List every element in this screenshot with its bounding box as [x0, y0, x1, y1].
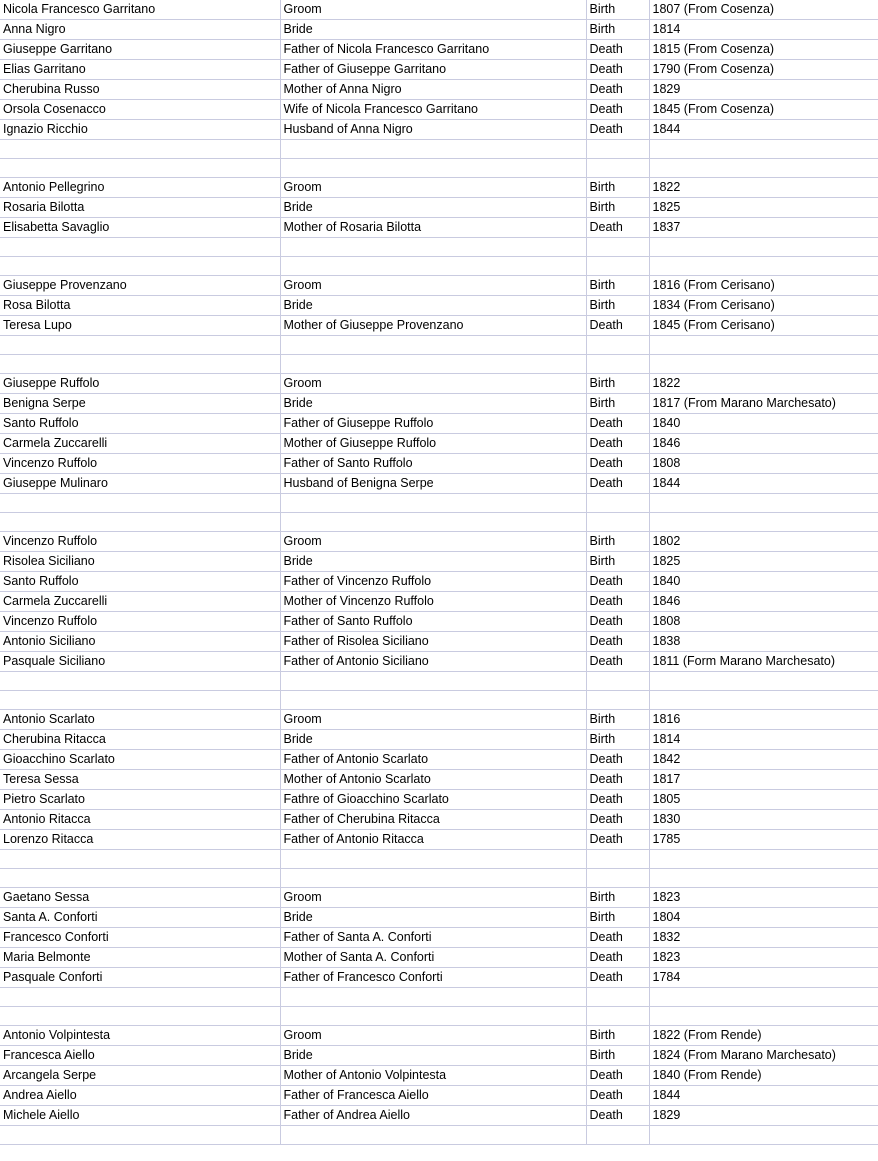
- name-cell[interactable]: Risolea Siciliano: [0, 552, 280, 572]
- year-cell[interactable]: [649, 494, 878, 513]
- table-row: [0, 908, 878, 928]
- name-cell[interactable]: Francesca Aiello: [0, 1046, 280, 1066]
- table-row: [0, 159, 878, 178]
- event-type-cell[interactable]: Death: [586, 968, 649, 988]
- table-row: [0, 0, 878, 20]
- name-cell[interactable]: [0, 159, 280, 178]
- year-cell[interactable]: 1814: [649, 730, 878, 750]
- event-type-cell[interactable]: Death: [586, 572, 649, 592]
- year-cell[interactable]: 1785: [649, 830, 878, 850]
- year-cell[interactable]: [649, 159, 878, 178]
- relation-cell[interactable]: Father of Giuseppe Ruffolo: [280, 414, 586, 434]
- table-row: [0, 1026, 878, 1046]
- year-cell[interactable]: 1823: [649, 888, 878, 908]
- name-cell[interactable]: Ignazio Ricchio: [0, 120, 280, 140]
- year-cell[interactable]: 1834 (From Cerisano): [649, 296, 878, 316]
- event-type-cell[interactable]: Death: [586, 652, 649, 672]
- table-row: [0, 869, 878, 888]
- relation-cell[interactable]: [280, 869, 586, 888]
- year-cell[interactable]: [649, 513, 878, 532]
- year-cell[interactable]: [649, 336, 878, 355]
- table-row: [0, 316, 878, 336]
- relation-cell[interactable]: Husband of Benigna Serpe: [280, 474, 586, 494]
- event-type-cell[interactable]: Birth: [586, 20, 649, 40]
- table-row: [0, 810, 878, 830]
- year-cell[interactable]: 1845 (From Cosenza): [649, 100, 878, 120]
- year-cell[interactable]: 1807 (From Cosenza): [649, 0, 878, 20]
- name-cell[interactable]: Pasquale Siciliano: [0, 652, 280, 672]
- relation-cell[interactable]: Father of Santo Ruffolo: [280, 454, 586, 474]
- relation-cell[interactable]: Fathre of Gioacchino Scarlato: [280, 790, 586, 810]
- event-type-cell[interactable]: [586, 672, 649, 691]
- event-type-cell[interactable]: Birth: [586, 532, 649, 552]
- year-cell[interactable]: 1832: [649, 928, 878, 948]
- event-type-cell[interactable]: Death: [586, 928, 649, 948]
- table-row: [0, 928, 878, 948]
- year-cell[interactable]: 1804: [649, 908, 878, 928]
- event-type-cell[interactable]: Birth: [586, 1026, 649, 1046]
- relation-cell[interactable]: Father of Vincenzo Ruffolo: [280, 572, 586, 592]
- event-type-cell[interactable]: Birth: [586, 888, 649, 908]
- table-row: [0, 988, 878, 1007]
- relation-cell[interactable]: Bride: [280, 552, 586, 572]
- table-row: [0, 750, 878, 770]
- relation-cell[interactable]: [280, 988, 586, 1007]
- table-row: [0, 355, 878, 374]
- name-cell[interactable]: [0, 1007, 280, 1026]
- year-cell[interactable]: 1829: [649, 1106, 878, 1126]
- relation-cell[interactable]: [280, 494, 586, 513]
- event-type-cell[interactable]: Birth: [586, 710, 649, 730]
- event-type-cell[interactable]: [586, 238, 649, 257]
- table-row: [0, 257, 878, 276]
- year-cell[interactable]: 1808: [649, 454, 878, 474]
- event-type-cell[interactable]: Birth: [586, 198, 649, 218]
- event-type-cell[interactable]: Death: [586, 218, 649, 238]
- year-cell[interactable]: 1845 (From Cerisano): [649, 316, 878, 336]
- event-type-cell[interactable]: Death: [586, 830, 649, 850]
- table-row: [0, 850, 878, 869]
- event-type-cell[interactable]: Death: [586, 632, 649, 652]
- name-cell[interactable]: Maria Belmonte: [0, 948, 280, 968]
- name-cell[interactable]: Elisabetta Savaglio: [0, 218, 280, 238]
- name-cell[interactable]: Benigna Serpe: [0, 394, 280, 414]
- table-row: [0, 276, 878, 296]
- relation-cell[interactable]: Father of Nicola Francesco Garritano: [280, 40, 586, 60]
- table-row: [0, 40, 878, 60]
- relation-cell[interactable]: Mother of Antonio Volpintesta: [280, 1066, 586, 1086]
- year-cell[interactable]: [649, 691, 878, 710]
- year-cell[interactable]: 1846: [649, 592, 878, 612]
- event-type-cell[interactable]: Birth: [586, 394, 649, 414]
- relation-cell[interactable]: [280, 691, 586, 710]
- table-row: [0, 691, 878, 710]
- relation-cell[interactable]: [280, 513, 586, 532]
- name-cell[interactable]: Antonio Volpintesta: [0, 1026, 280, 1046]
- year-cell[interactable]: 1825: [649, 198, 878, 218]
- event-type-cell[interactable]: [586, 159, 649, 178]
- event-type-cell[interactable]: Death: [586, 1106, 649, 1126]
- event-type-cell[interactable]: Birth: [586, 296, 649, 316]
- name-cell[interactable]: [0, 850, 280, 869]
- name-cell[interactable]: Andrea Aiello: [0, 1086, 280, 1106]
- year-cell[interactable]: 1838: [649, 632, 878, 652]
- relation-cell[interactable]: Groom: [280, 710, 586, 730]
- table-row: [0, 414, 878, 434]
- year-cell[interactable]: [649, 1007, 878, 1026]
- year-cell[interactable]: 1824 (From Marano Marchesato): [649, 1046, 878, 1066]
- name-cell[interactable]: Giuseppe Mulinaro: [0, 474, 280, 494]
- event-type-cell[interactable]: Death: [586, 810, 649, 830]
- table-row: [0, 770, 878, 790]
- name-cell[interactable]: Santa A. Conforti: [0, 908, 280, 928]
- table-row: [0, 100, 878, 120]
- name-cell[interactable]: [0, 140, 280, 159]
- name-cell[interactable]: [0, 1126, 280, 1145]
- year-cell[interactable]: 1829: [649, 80, 878, 100]
- table-row: [0, 632, 878, 652]
- name-cell[interactable]: Cherubina Russo: [0, 80, 280, 100]
- year-cell[interactable]: 1840: [649, 572, 878, 592]
- table-row: [0, 1126, 878, 1145]
- relation-cell[interactable]: [280, 238, 586, 257]
- table-row: [0, 672, 878, 691]
- relation-cell[interactable]: Mother of Santa A. Conforti: [280, 948, 586, 968]
- name-cell[interactable]: Antonio Siciliano: [0, 632, 280, 652]
- relation-cell[interactable]: Groom: [280, 0, 586, 20]
- year-cell[interactable]: [649, 140, 878, 159]
- relation-cell[interactable]: Bride: [280, 908, 586, 928]
- table-row: [0, 612, 878, 632]
- relation-cell[interactable]: Father of Cherubina Ritacca: [280, 810, 586, 830]
- name-cell[interactable]: Gaetano Sessa: [0, 888, 280, 908]
- year-cell[interactable]: 1805: [649, 790, 878, 810]
- table-row: [0, 888, 878, 908]
- name-cell[interactable]: Gioacchino Scarlato: [0, 750, 280, 770]
- year-cell[interactable]: 1840: [649, 414, 878, 434]
- name-cell[interactable]: Antonio Pellegrino: [0, 178, 280, 198]
- year-cell[interactable]: 1817 (From Marano Marchesato): [649, 394, 878, 414]
- year-cell[interactable]: 1842: [649, 750, 878, 770]
- relation-cell[interactable]: [280, 850, 586, 869]
- table-row: [0, 120, 878, 140]
- relation-cell[interactable]: [280, 1007, 586, 1026]
- event-type-cell[interactable]: [586, 336, 649, 355]
- event-type-cell[interactable]: Death: [586, 316, 649, 336]
- relation-cell[interactable]: Bride: [280, 20, 586, 40]
- name-cell[interactable]: Teresa Lupo: [0, 316, 280, 336]
- table-row: [0, 1066, 878, 1086]
- name-cell[interactable]: Santo Ruffolo: [0, 572, 280, 592]
- table-row: [0, 790, 878, 810]
- event-type-cell[interactable]: Death: [586, 414, 649, 434]
- name-cell[interactable]: [0, 355, 280, 374]
- table-row: [0, 198, 878, 218]
- table-row: [0, 296, 878, 316]
- relation-cell[interactable]: Father of Risolea Siciliano: [280, 632, 586, 652]
- year-cell[interactable]: 1817: [649, 770, 878, 790]
- table-row: [0, 552, 878, 572]
- event-type-cell[interactable]: [586, 988, 649, 1007]
- relation-cell[interactable]: Father of Francesca Aiello: [280, 1086, 586, 1106]
- table-row: [0, 592, 878, 612]
- relation-cell[interactable]: Bride: [280, 730, 586, 750]
- relation-cell[interactable]: Groom: [280, 178, 586, 198]
- table-row: [0, 374, 878, 394]
- year-cell[interactable]: [649, 672, 878, 691]
- year-cell[interactable]: [649, 355, 878, 374]
- relation-cell[interactable]: Husband of Anna Nigro: [280, 120, 586, 140]
- relation-cell[interactable]: Groom: [280, 888, 586, 908]
- event-type-cell[interactable]: Death: [586, 474, 649, 494]
- event-type-cell[interactable]: Death: [586, 1066, 649, 1086]
- year-cell[interactable]: 1822: [649, 178, 878, 198]
- year-cell[interactable]: 1811 (Form Marano Marchesato): [649, 652, 878, 672]
- relation-cell[interactable]: Bride: [280, 296, 586, 316]
- table-row: [0, 513, 878, 532]
- name-cell[interactable]: Giuseppe Provenzano: [0, 276, 280, 296]
- name-cell[interactable]: Vincenzo Ruffolo: [0, 612, 280, 632]
- name-cell[interactable]: Cherubina Ritacca: [0, 730, 280, 750]
- relation-cell[interactable]: [280, 140, 586, 159]
- year-cell[interactable]: [649, 1126, 878, 1145]
- relation-cell[interactable]: Groom: [280, 1026, 586, 1046]
- year-cell[interactable]: 1844: [649, 474, 878, 494]
- event-type-cell[interactable]: Birth: [586, 0, 649, 20]
- name-cell[interactable]: [0, 513, 280, 532]
- name-cell[interactable]: Vincenzo Ruffolo: [0, 454, 280, 474]
- relation-cell[interactable]: [280, 257, 586, 276]
- relation-cell[interactable]: Wife of Nicola Francesco Garritano: [280, 100, 586, 120]
- event-type-cell[interactable]: Birth: [586, 178, 649, 198]
- event-type-cell[interactable]: Death: [586, 948, 649, 968]
- table-row: [0, 218, 878, 238]
- event-type-cell[interactable]: Death: [586, 790, 649, 810]
- name-cell[interactable]: Elias Garritano: [0, 60, 280, 80]
- event-type-cell[interactable]: [586, 140, 649, 159]
- name-cell[interactable]: [0, 691, 280, 710]
- year-cell[interactable]: 1814: [649, 20, 878, 40]
- table-row: [0, 336, 878, 355]
- table-row: [0, 394, 878, 414]
- year-cell[interactable]: 1790 (From Cosenza): [649, 60, 878, 80]
- name-cell[interactable]: Carmela Zuccarelli: [0, 434, 280, 454]
- table-row: [0, 652, 878, 672]
- year-cell[interactable]: 1846: [649, 434, 878, 454]
- table-row: [0, 178, 878, 198]
- name-cell[interactable]: [0, 238, 280, 257]
- table-row: [0, 968, 878, 988]
- relation-cell[interactable]: Father of Andrea Aiello: [280, 1106, 586, 1126]
- event-type-cell[interactable]: Birth: [586, 552, 649, 572]
- name-cell[interactable]: [0, 672, 280, 691]
- relation-cell[interactable]: Father of Santo Ruffolo: [280, 612, 586, 632]
- name-cell[interactable]: Pasquale Conforti: [0, 968, 280, 988]
- name-cell[interactable]: Santo Ruffolo: [0, 414, 280, 434]
- table-row: [0, 1046, 878, 1066]
- event-type-cell[interactable]: Death: [586, 100, 649, 120]
- event-type-cell[interactable]: [586, 257, 649, 276]
- year-cell[interactable]: [649, 869, 878, 888]
- year-cell[interactable]: [649, 988, 878, 1007]
- relation-cell[interactable]: Father of Francesco Conforti: [280, 968, 586, 988]
- name-cell[interactable]: Michele Aiello: [0, 1106, 280, 1126]
- relation-cell[interactable]: Mother of Vincenzo Ruffolo: [280, 592, 586, 612]
- relation-cell[interactable]: Mother of Rosaria Bilotta: [280, 218, 586, 238]
- name-cell[interactable]: Giuseppe Garritano: [0, 40, 280, 60]
- table-row: [0, 1086, 878, 1106]
- year-cell[interactable]: 1816 (From Cerisano): [649, 276, 878, 296]
- event-type-cell[interactable]: Death: [586, 80, 649, 100]
- relation-cell[interactable]: Bride: [280, 198, 586, 218]
- event-type-cell[interactable]: [586, 850, 649, 869]
- year-cell[interactable]: [649, 850, 878, 869]
- name-cell[interactable]: Anna Nigro: [0, 20, 280, 40]
- event-type-cell[interactable]: Birth: [586, 1046, 649, 1066]
- event-type-cell[interactable]: [586, 1007, 649, 1026]
- name-cell[interactable]: Francesco Conforti: [0, 928, 280, 948]
- table-row: [0, 532, 878, 552]
- table-row: [0, 948, 878, 968]
- relation-cell[interactable]: Father of Antonio Ritacca: [280, 830, 586, 850]
- table-row: [0, 238, 878, 257]
- event-type-cell[interactable]: [586, 355, 649, 374]
- name-cell[interactable]: Orsola Cosenacco: [0, 100, 280, 120]
- table-row: [0, 830, 878, 850]
- year-cell[interactable]: [649, 257, 878, 276]
- year-cell[interactable]: [649, 238, 878, 257]
- event-type-cell[interactable]: Birth: [586, 730, 649, 750]
- event-type-cell[interactable]: Death: [586, 612, 649, 632]
- name-cell[interactable]: Nicola Francesco Garritano: [0, 0, 280, 20]
- event-type-cell[interactable]: Death: [586, 120, 649, 140]
- table-row: [0, 730, 878, 750]
- event-type-cell[interactable]: Death: [586, 770, 649, 790]
- year-cell[interactable]: 1823: [649, 948, 878, 968]
- name-cell[interactable]: [0, 257, 280, 276]
- relation-cell[interactable]: Bride: [280, 394, 586, 414]
- event-type-cell[interactable]: Death: [586, 454, 649, 474]
- table-row: [0, 20, 878, 40]
- year-cell[interactable]: 1825: [649, 552, 878, 572]
- year-cell[interactable]: 1822: [649, 374, 878, 394]
- name-cell[interactable]: Giuseppe Ruffolo: [0, 374, 280, 394]
- name-cell[interactable]: Lorenzo Ritacca: [0, 830, 280, 850]
- relation-cell[interactable]: Father of Santa A. Conforti: [280, 928, 586, 948]
- relation-cell[interactable]: Father of Antonio Scarlato: [280, 750, 586, 770]
- event-type-cell[interactable]: Death: [586, 750, 649, 770]
- table-row: [0, 60, 878, 80]
- table-row: [0, 454, 878, 474]
- year-cell[interactable]: 1844: [649, 120, 878, 140]
- event-type-cell[interactable]: Birth: [586, 276, 649, 296]
- table-row: [0, 1007, 878, 1026]
- name-cell[interactable]: Antonio Scarlato: [0, 710, 280, 730]
- name-cell[interactable]: Antonio Ritacca: [0, 810, 280, 830]
- name-cell[interactable]: [0, 494, 280, 513]
- event-type-cell[interactable]: Birth: [586, 374, 649, 394]
- relation-cell[interactable]: Groom: [280, 532, 586, 552]
- year-cell[interactable]: 1822 (From Rende): [649, 1026, 878, 1046]
- table-row: [0, 710, 878, 730]
- relation-cell[interactable]: Groom: [280, 276, 586, 296]
- event-type-cell[interactable]: [586, 494, 649, 513]
- year-cell[interactable]: 1830: [649, 810, 878, 830]
- name-cell[interactable]: [0, 336, 280, 355]
- relation-cell[interactable]: Bride: [280, 1046, 586, 1066]
- event-type-cell[interactable]: [586, 869, 649, 888]
- relation-cell[interactable]: Mother of Giuseppe Provenzano: [280, 316, 586, 336]
- relation-cell[interactable]: Mother of Antonio Scarlato: [280, 770, 586, 790]
- table-row: [0, 474, 878, 494]
- event-type-cell[interactable]: [586, 513, 649, 532]
- year-cell[interactable]: 1784: [649, 968, 878, 988]
- relation-cell[interactable]: [280, 355, 586, 374]
- name-cell[interactable]: Pietro Scarlato: [0, 790, 280, 810]
- event-type-cell[interactable]: Death: [586, 434, 649, 454]
- event-type-cell[interactable]: [586, 691, 649, 710]
- name-cell[interactable]: Rosa Bilotta: [0, 296, 280, 316]
- event-type-cell[interactable]: Death: [586, 1086, 649, 1106]
- event-type-cell[interactable]: Death: [586, 40, 649, 60]
- relation-cell[interactable]: Mother of Giuseppe Ruffolo: [280, 434, 586, 454]
- year-cell[interactable]: 1840 (From Rende): [649, 1066, 878, 1086]
- year-cell[interactable]: 1802: [649, 532, 878, 552]
- year-cell[interactable]: 1815 (From Cosenza): [649, 40, 878, 60]
- relation-cell[interactable]: Groom: [280, 374, 586, 394]
- name-cell[interactable]: [0, 988, 280, 1007]
- relation-cell[interactable]: Mother of Anna Nigro: [280, 80, 586, 100]
- event-type-cell[interactable]: [586, 1126, 649, 1145]
- name-cell[interactable]: Teresa Sessa: [0, 770, 280, 790]
- event-type-cell[interactable]: Birth: [586, 908, 649, 928]
- table-row: [0, 1106, 878, 1126]
- name-cell[interactable]: Arcangela Serpe: [0, 1066, 280, 1086]
- table-row: [0, 140, 878, 159]
- table-row: [0, 80, 878, 100]
- year-cell[interactable]: 1808: [649, 612, 878, 632]
- table-row: [0, 434, 878, 454]
- table-row: [0, 494, 878, 513]
- relation-cell[interactable]: Father of Antonio Siciliano: [280, 652, 586, 672]
- relation-cell[interactable]: Father of Giuseppe Garritano: [280, 60, 586, 80]
- relation-cell[interactable]: [280, 672, 586, 691]
- table-row: [0, 572, 878, 592]
- event-type-cell[interactable]: Death: [586, 60, 649, 80]
- name-cell[interactable]: Vincenzo Ruffolo: [0, 532, 280, 552]
- relation-cell[interactable]: [280, 336, 586, 355]
- year-cell[interactable]: 1844: [649, 1086, 878, 1106]
- relation-cell[interactable]: [280, 159, 586, 178]
- name-cell[interactable]: [0, 869, 280, 888]
- relation-cell[interactable]: [280, 1126, 586, 1145]
- name-cell[interactable]: Carmela Zuccarelli: [0, 592, 280, 612]
- event-type-cell[interactable]: Death: [586, 592, 649, 612]
- year-cell[interactable]: 1816: [649, 710, 878, 730]
- year-cell[interactable]: 1837: [649, 218, 878, 238]
- name-cell[interactable]: Rosaria Bilotta: [0, 198, 280, 218]
